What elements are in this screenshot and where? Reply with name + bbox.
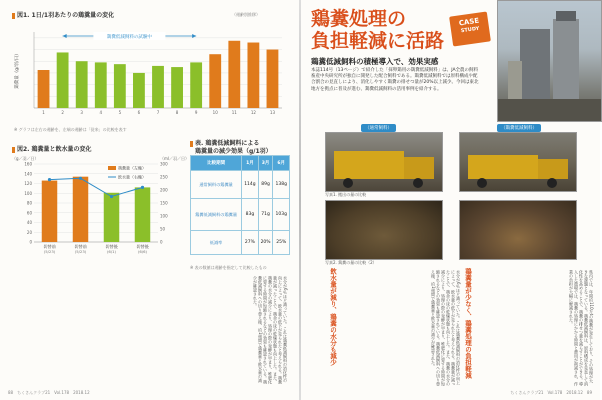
bracket-arrow-right: [192, 34, 196, 38]
truck-photo-after: [459, 132, 577, 192]
x-tick-label: 10: [212, 110, 218, 115]
table-cell: 114g: [242, 171, 258, 199]
table-cell: 138g: [273, 171, 290, 199]
table-cell: 27%: [242, 231, 258, 255]
before-label: （通常飼料）: [361, 124, 396, 132]
table-cell: 89g: [258, 171, 273, 199]
y-right-tick: 100: [160, 213, 168, 219]
y-left-tick: 140: [24, 171, 32, 177]
fig1-title: 図1. 1日/1羽あたりの鶏糞量の変化: [12, 10, 114, 19]
x-tick-label: 切替後: [136, 244, 149, 249]
y-right-tick: 250: [160, 174, 168, 180]
right-body-text-2: 県内では、年間約110万tの鶏糞が発生しており、その処理が大きな課題となっている。鶏糞低減飼料は、原料構成を見直して消化性を高めることで、鶏糞の排せつ量を減らすことができる。導入した農場では、鶏糞の処理にかかる時間と費用が削減され、作業の負担が大幅に軽減された。: [569, 270, 594, 386]
left-body-text: 水分が6％ほど減っていた。これは鶏糞低減飼料の消化性の向上によって、飲水量の低下が見られたと考えられる。鶏糞量が減ったことで、鶏舎の床の乾燥状態も向上した。また、鶏糞の水分の減少により、処理の際の発酵が早まり、堆肥化に要する時間が短縮されるなどの効果も確認されている。鶏糞低減飼料への切り替え後、約1週間で鶏糞量と飲水量の減少が確認された。: [253, 276, 288, 384]
reduction-table: [190, 155, 290, 255]
table-row-label: 通常飼料の鶏糞量: [191, 171, 242, 199]
fig1-chart: [10, 20, 290, 125]
table-cell: 103g: [273, 199, 290, 231]
table-row: [191, 199, 290, 231]
water-point: [48, 178, 51, 181]
table-row: [191, 231, 290, 255]
bar: [104, 193, 120, 242]
bar: [95, 62, 107, 108]
bar: [171, 67, 183, 108]
y-left-tick: 120: [24, 181, 32, 186]
table-cell: 71g: [258, 199, 273, 231]
x-tick-label: 6: [137, 110, 141, 115]
water-point: [79, 177, 82, 180]
bar: [190, 62, 202, 108]
section-heading-1: 飲水量が減り、鶏糞の水分も減少: [329, 268, 337, 366]
table-header: 6月: [273, 156, 290, 171]
photo-caption-2: 写真2. 鶏糞の量の比較（2）: [325, 260, 377, 265]
fig2-title: 図2. 鶏糞量と飲水量の変化: [12, 144, 92, 153]
bracket-label: 鶏糞低減飼料の試験中: [106, 34, 152, 40]
title-marker: [12, 13, 15, 19]
x-tick-label: 12: [250, 110, 256, 115]
table-cell: 83g: [242, 199, 258, 231]
table-title: 表. 鶏糞低減飼料による: [190, 138, 259, 147]
x-tick-label: 3: [80, 110, 83, 115]
x-tick-label: 2: [61, 110, 64, 115]
table-header: 3月: [258, 156, 273, 171]
section-heading-2: 鶏糞量が少なく、鶏糞処理の負担軽減: [464, 268, 472, 379]
y-left-tick: 20: [26, 229, 32, 235]
truck-icon: [460, 133, 576, 191]
bar: [209, 54, 221, 108]
bar: [152, 66, 164, 108]
table-cell: 25%: [273, 231, 290, 255]
fig1-note: ※ グラフは左右の週齢を、左端の週齢は「従来」の比較を表す: [14, 127, 127, 132]
table-row-label: 鶏糞低減飼料の鶏糞量: [191, 199, 242, 231]
x-tick-label: 切替後: [105, 244, 118, 249]
manure-photo-before: [325, 200, 443, 260]
right-page: [301, 0, 600, 400]
case-study-badge: [449, 12, 491, 47]
y-right-tick: 50: [160, 226, 166, 232]
x-tick-label: 切替前: [43, 244, 56, 249]
table-cell: 20%: [258, 231, 273, 255]
y-axis-label: 鶏糞量（g/羽/日）: [15, 51, 20, 89]
lead-text: 本誌114号（13ページ）で紹介した「採卵鶏用の鶏糞低減飼料」は、JA全農の飼料畜産中央研究所が独自に開発した配合飼料である。鶏糞低減飼料では原料構成や配合割合の見直しにより、消化しやすく鶏糞の排せつ量が20%以上減少。今回は東北地方を拠点に普及が進む、鶏糞低減飼料の活用事例を紹介する。: [311, 68, 479, 92]
y-right-tick: 150: [160, 200, 168, 206]
legend-bar-swatch: [108, 166, 116, 170]
right-folio: ちくさんクラブ21 Vol.178 2018.12 89: [510, 390, 592, 395]
right-body-text-1: 水分が6％ほど減っていた。これは鶏糞低減飼料の消化性の向上によって、飲水量の低下が見られたと考えられる。鶏糞量が減ったことで、鶏舎の床の乾燥状態も向上した。また、鶏糞の水分の減少により、処理の際の発酵が早まり、堆肥化に要する時間が短縮されるなどの効果も確認されている。鶏糞低減飼料への切り替え後、約1週間で鶏糞量と飲水量の減少が確認された。: [431, 270, 461, 386]
x-tick-label: 8: [175, 110, 179, 115]
y-left-tick: 40: [26, 220, 32, 225]
table-title-2: 鶏糞量の減少効果（g/1羽）: [195, 148, 272, 155]
legend-bar-label: 鶏糞量（左軸）: [118, 165, 146, 171]
bar: [135, 187, 151, 242]
y-left-tick: 80: [26, 200, 32, 206]
fig2-chart: [10, 152, 190, 264]
x-tick-label: 5: [118, 110, 122, 115]
y-right-tick: 0: [160, 239, 163, 245]
x-tick-label: 7: [156, 110, 160, 115]
water-point: [110, 195, 113, 198]
table-header-row: [191, 156, 290, 171]
y-left-tick: 160: [24, 161, 32, 167]
table-header: 比較期間: [191, 156, 242, 171]
badge-case: CASE: [458, 16, 480, 28]
x-tick-date: (5/23): [74, 249, 87, 254]
x-tick-date: (5/23): [43, 249, 56, 254]
title-marker: [190, 141, 193, 147]
bar: [114, 64, 126, 108]
subheadline: 鶏糞低減飼料の積極導入で、効果実感: [311, 57, 439, 66]
bar: [76, 61, 88, 108]
table-note: ※ 表の数値は週齢を指定して比較したもの: [190, 265, 267, 270]
bar: [247, 43, 259, 108]
x-tick-date: (6/6): [137, 249, 148, 254]
y-right-tick: 300: [160, 161, 168, 167]
bracket-arrow-left: [63, 34, 67, 38]
bar: [57, 52, 69, 108]
photo-caption-1: 写真1. 搬出の量の比較: [325, 192, 367, 197]
table-header: 1月: [242, 156, 258, 171]
x-tick-label: 9: [194, 110, 198, 115]
x-tick-label: 1: [42, 110, 45, 115]
left-page: [0, 0, 299, 400]
headline-line-1: 鶏糞処理の: [311, 8, 407, 30]
y-left-unit: （g／羽／日）: [12, 156, 39, 161]
facility-photo: [497, 0, 602, 122]
table-row: [191, 171, 290, 199]
bar: [133, 73, 145, 108]
y-left-tick: 60: [26, 210, 32, 216]
bar: [42, 181, 58, 242]
after-label: （鶏糞低減飼料）: [497, 124, 541, 132]
table-row-label: 低減率: [191, 231, 242, 255]
y-left-tick: 0: [29, 239, 32, 245]
badge-study: STUDY: [460, 25, 480, 35]
water-line: [50, 178, 143, 196]
bar: [228, 41, 240, 108]
bar: [73, 177, 89, 242]
x-tick-label: 13: [269, 110, 276, 115]
manure-photo-after: [459, 200, 577, 260]
headline: [311, 8, 444, 52]
x-tick-date: (6/1): [106, 249, 117, 254]
truck-icon: [326, 133, 442, 191]
headline-line-2: 負担軽減に活路: [311, 30, 445, 52]
silo-icon: [498, 1, 601, 121]
y-right-unit: （ml／羽／日）: [160, 156, 190, 161]
bar: [38, 70, 50, 108]
left-folio: 88 ちくさんクラブ21 Vol.178 2018.12: [8, 390, 90, 395]
x-tick-label: 11: [231, 110, 237, 115]
y-right-tick: 200: [160, 187, 168, 193]
water-point: [141, 186, 144, 189]
y-left-tick: 100: [24, 190, 32, 196]
legend-line-label: 飲水量（右軸）: [118, 174, 146, 180]
truck-photo-before: [325, 132, 443, 192]
x-tick-label: 4: [99, 110, 103, 115]
x-tick-label: 切替前: [74, 244, 87, 249]
bar: [267, 50, 279, 108]
fig1-unit-note: （週齢別推移）: [232, 12, 260, 17]
